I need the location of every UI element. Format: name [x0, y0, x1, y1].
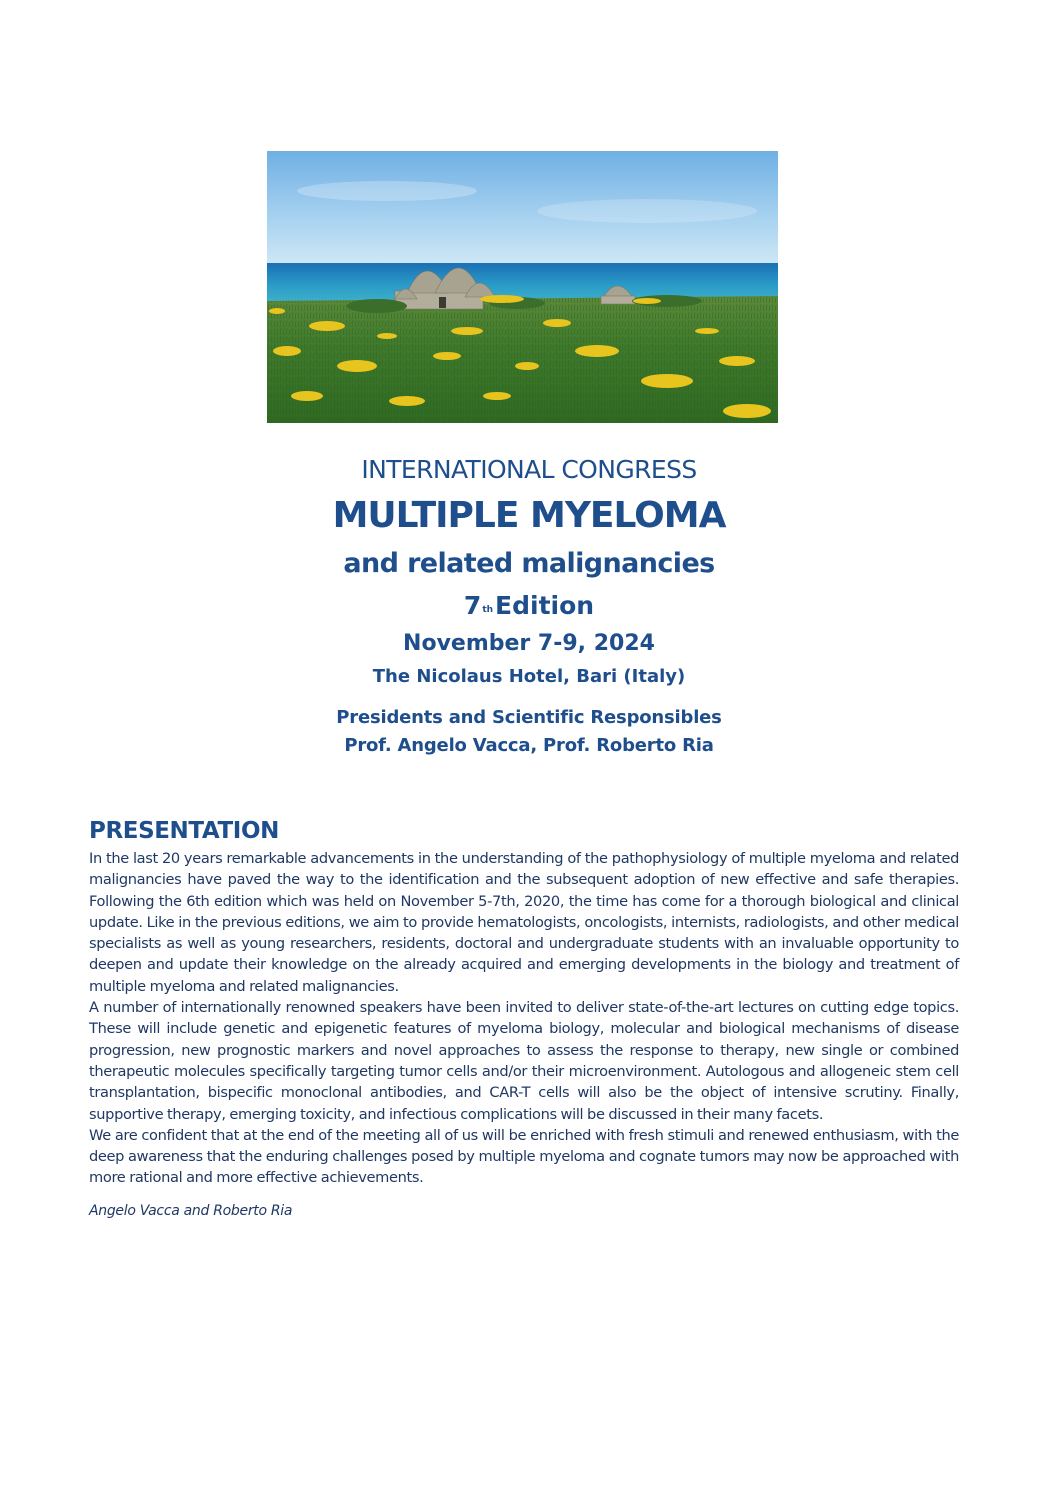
presentation-section — [89, 814, 959, 1219]
presentation-heading: PRESENTATION — [89, 818, 279, 844]
congress-kicker: INTERNATIONAL CONGRESS — [361, 455, 697, 484]
congress-edition — [0, 586, 1058, 626]
congress-venue: The Nicolaus Hotel, Bari (Italy) — [372, 666, 686, 687]
congress-title: MULTIPLE MYELOMA — [332, 495, 726, 536]
congress-dates: November 7-9, 2024 — [403, 631, 655, 656]
congress-subtitle: and related malignancies — [343, 548, 715, 579]
signature: Angelo Vacca and Roberto Ria — [89, 1202, 293, 1219]
presidents-label: Presidents and Scientific Responsibles — [336, 707, 722, 728]
presentation-paragraph: In the last 20 years remarkable advancements in the understanding of the pathophysiology of multiple myeloma and related malignancies have paved the way to the identification and the subsequent adoption of new effective and safe therapies. Following the 6th edition which was held on November 5-7th, 2020, the time has come for a thorough biological and clinical update. Like in the previous editions, we aim to provide hematologists, oncologists, internists, radiologists, and other medical specialists as well as young researchers, residents, doctoral and undergraduate students with an invaluable opportunity to deepen and update their knowledge on the already acquired and emerging developments in the biology and treatment of multiple myeloma and related malignancies. — [89, 850, 959, 995]
edition-number: 7 — [463, 591, 482, 620]
landscape-photo — [267, 151, 778, 423]
presidents-block — [0, 704, 1058, 760]
presidents-names: Prof. Angelo Vacca, Prof. Roberto Ria — [344, 735, 714, 756]
landscape-photo-trulli-sea — [267, 151, 778, 423]
presentation-paragraph: A number of internationally renowned speakers have been invited to deliver state-of-the-art lectures on cutting edge topics. These will include genetic and epigenetic features of myeloma biology, molecular and biological mechanisms of disease progression, new prognostic markers and novel approaches to assess the response to therapy, new single or combined therapeutic molecules specifically targeting tumor cells and/or their microenvironment. Autologous and allogeneic stem cell transplantation, bispecific monoclonal antibodies, and CAR-T cells will also be the object of intensive scrutiny. Finally, supportive therapy, emerging toxicity, and infectious complications will be discussed in their many facets. — [89, 999, 959, 1123]
presentation-paragraph: We are confident that at the end of the meeting all of us will be enriched with fresh stimuli and renewed enthusiasm, with the deep awareness that the enduring challenges posed by multiple myeloma and cognate tumors may now be approached with more rational and more effective achievements. — [89, 1126, 959, 1187]
congress-header — [0, 450, 1058, 760]
edition-word: Edition — [495, 591, 595, 620]
edition-suffix: th — [482, 605, 494, 615]
